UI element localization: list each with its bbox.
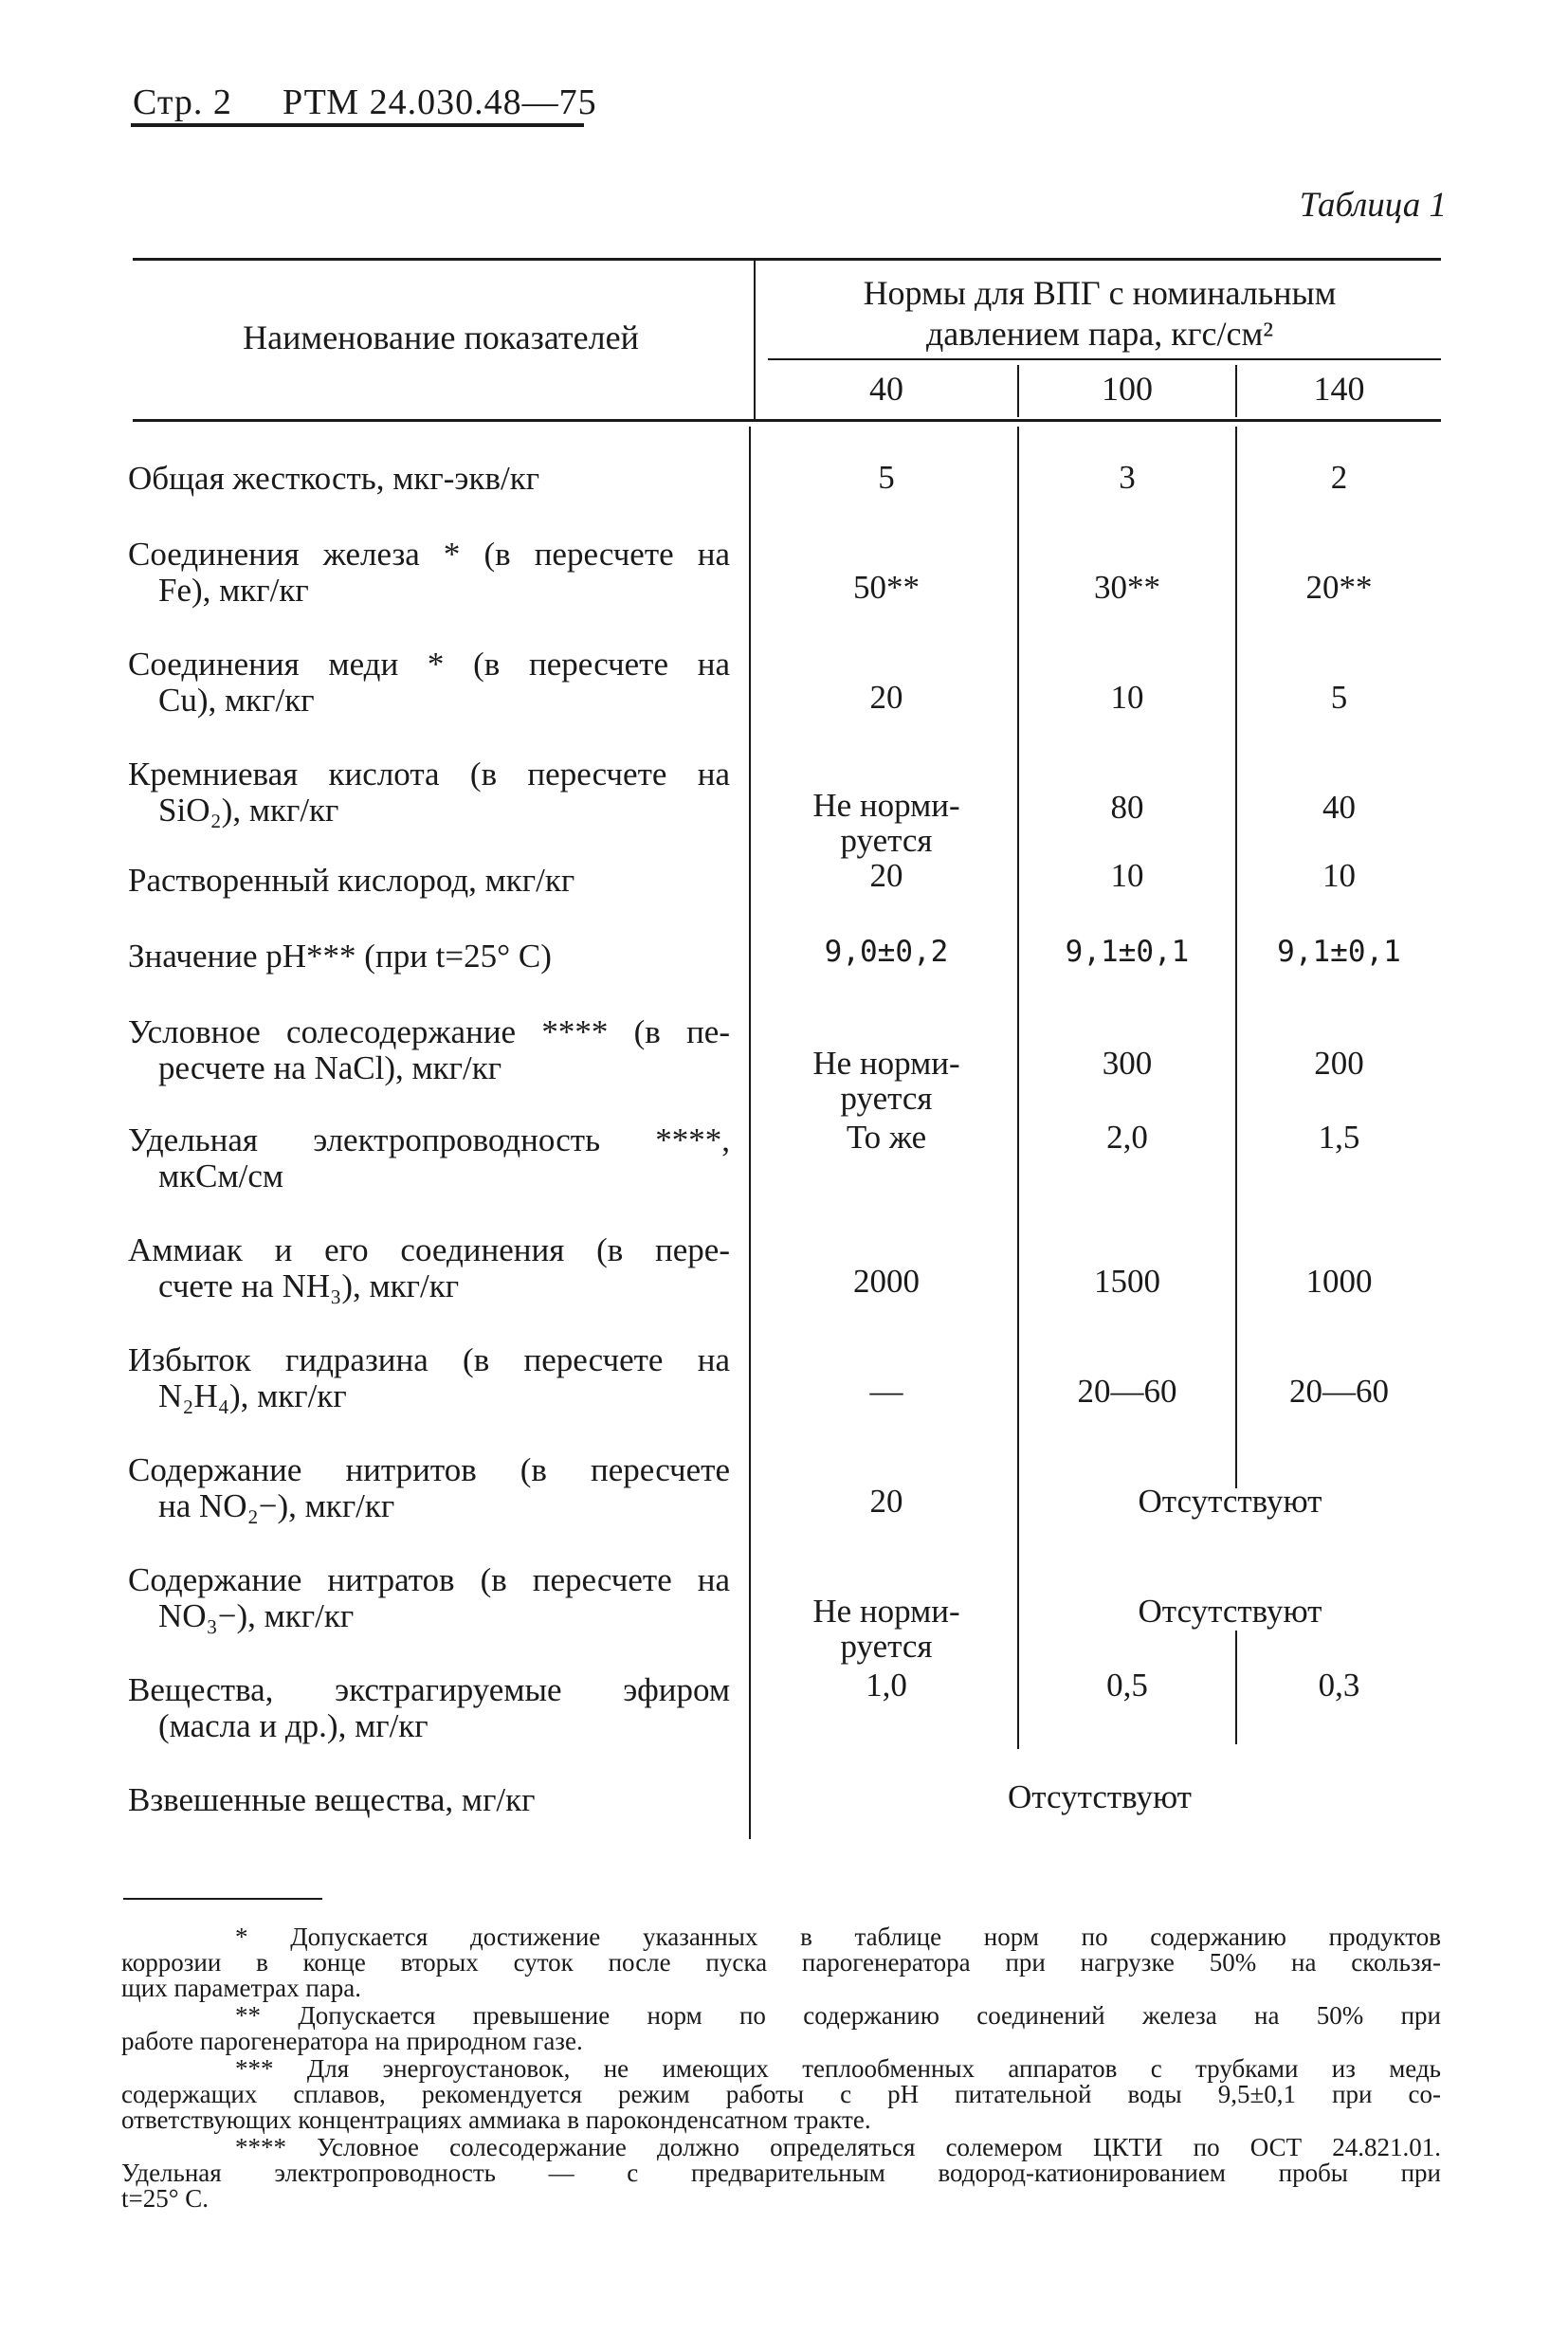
- column-header-name: Наименование показателей: [243, 319, 639, 356]
- footnote-2: [121, 2003, 1441, 2054]
- indicator-nitrates: [128, 1562, 730, 1634]
- body-divider-40-100: [1017, 427, 1019, 1749]
- header-underline: [131, 123, 584, 127]
- value-40: —: [869, 1373, 903, 1410]
- indicator-line: Избыток гидразина (в пересчете на: [128, 1341, 730, 1378]
- value-40: 5: [878, 459, 895, 496]
- value-40-line2: руется: [840, 1627, 933, 1665]
- value-100: 0,5: [1106, 1667, 1148, 1704]
- value-140: 10: [1322, 857, 1356, 894]
- footnote-4: [121, 2135, 1441, 2212]
- indicator-line: Содержание нитратов (в пересчете на: [128, 1561, 730, 1598]
- indicator-line: Fe), мкг/кг: [158, 572, 309, 610]
- norm-header-rule: [768, 358, 1441, 360]
- footnote-line: щих параметрах пара.: [121, 1974, 362, 2002]
- column-header-100: 100: [1102, 370, 1153, 408]
- indicator-line: SiO₂), мкг/кг: [158, 792, 339, 829]
- column-header-norms: [758, 273, 1441, 355]
- indicator-ether-extractables: [128, 1672, 730, 1744]
- indicator-line: мкСм/см: [158, 1157, 284, 1195]
- indicator-line: Содержание нитритов (в пересчете: [128, 1451, 730, 1488]
- value-100-140: Отсутствуют: [1138, 1593, 1322, 1630]
- column-header-40: 40: [869, 370, 903, 408]
- indicator-line: Аммиак и его соединения (в пере-: [128, 1231, 730, 1268]
- value-140: 20**: [1305, 569, 1373, 606]
- indicator-line: Вещества, экстрагируемые эфиром: [128, 1671, 730, 1708]
- value-140: 0,3: [1318, 1667, 1360, 1704]
- indicator-line: Взвешенные вещества, мг/кг: [128, 1781, 536, 1818]
- value-100: 80: [1110, 789, 1144, 826]
- indicator-line: Соединения железа * (в пересчете на: [128, 536, 730, 573]
- indicator-line: (масла и др.), мг/кг: [158, 1707, 428, 1745]
- table-header-bottom-rule: [133, 419, 1441, 422]
- value-40: 20: [869, 679, 903, 716]
- indicator-total-hardness: [128, 461, 730, 497]
- table-label: Таблица 1: [1299, 186, 1447, 225]
- indicator-silicic-acid: [128, 756, 730, 829]
- norm-header-line2: давлением пара, кгс/см²: [925, 315, 1274, 354]
- value-140: 2: [1330, 459, 1348, 496]
- value-40: То же: [846, 1119, 927, 1156]
- value-140: 9,1±0,1: [1277, 935, 1401, 969]
- indicator-line: N₂H₄), мкг/кг: [158, 1377, 347, 1415]
- indicator-dissolved-oxygen: [128, 863, 730, 899]
- value-140: 200: [1314, 1045, 1364, 1082]
- footnote-line: **** Условное солесодержание должно определяться солемером ЦКТИ по ОСТ 24.821.01.: [235, 2133, 1441, 2161]
- indicator-iron: [128, 537, 730, 609]
- value-100: 1500: [1094, 1263, 1160, 1300]
- footnote-line: * Допускается достижение указанных в таблице норм по содержанию продуктов: [235, 1923, 1441, 1951]
- value-40-line1: Не норми-: [812, 1593, 960, 1630]
- footnotes: [121, 1924, 1441, 2214]
- footnote-line: *** Для энергоустановок, не имеющих теплообменных аппаратов с трубками из медь: [235, 2054, 1441, 2083]
- indicator-ammonia: [128, 1232, 730, 1304]
- value-40: 1,0: [866, 1667, 907, 1704]
- value-40-line1: Не норми-: [812, 787, 960, 824]
- value-100: 2,0: [1106, 1119, 1148, 1156]
- footnote-line: работе парогенератора на природном газе.: [121, 2027, 583, 2055]
- value-40: [758, 1595, 1014, 1665]
- footnote-line: Удельная электропроводность — с предварительным водород-катионированием пробы при: [121, 2159, 1441, 2187]
- value-40: 20: [869, 1483, 903, 1520]
- value-40-line2: руется: [840, 821, 933, 859]
- indicator-line: Растворенный кислород, мкг/кг: [128, 862, 575, 899]
- footnote-separator: [123, 1898, 322, 1900]
- indicator-line: Cu), мкг/кг: [158, 682, 315, 720]
- value-100: 10: [1110, 679, 1144, 716]
- norm-header-line1: Нормы для ВПГ с номинальным: [863, 274, 1337, 312]
- value-40: [758, 789, 1014, 859]
- value-140: 1000: [1305, 1263, 1373, 1300]
- footnote-line: ответствующих концентрациях аммиака в пароконденсатном тракте.: [121, 2105, 871, 2134]
- indicator-line: Кремниевая кислота (в пересчете на: [128, 756, 730, 793]
- footnote-line: ** Допускается превышение норм по содержанию соединений железа на 50% при: [235, 2001, 1441, 2030]
- indicator-line: NO₃−), мкг/кг: [158, 1597, 355, 1635]
- indicator-ph: [128, 939, 730, 975]
- value-140: 40: [1322, 789, 1356, 826]
- value-100: 10: [1110, 857, 1144, 894]
- indicator-hydrazine: [128, 1342, 730, 1414]
- footnote-3: [121, 2056, 1441, 2133]
- indicator-line: Общая жесткость, мкг-экв/кг: [128, 460, 540, 497]
- document-code: РТМ 24.030.48—75: [283, 82, 597, 122]
- indicator-line: счете на NH₃), мкг/кг: [158, 1267, 460, 1305]
- body-divider-names: [749, 427, 751, 1839]
- indicator-line: Условное солесодержание **** (в пе-: [128, 1013, 730, 1050]
- value-all: Отсутствуют: [1008, 1778, 1192, 1815]
- footnote-line: коррозии в конце вторых суток после пуска парогенератора при нагрузке 50% на скользя-: [121, 1948, 1441, 1977]
- value-100: 30**: [1094, 569, 1160, 606]
- indicator-suspended-solids: [128, 1782, 730, 1818]
- value-140: 5: [1330, 679, 1348, 716]
- value-40: 2000: [853, 1263, 920, 1300]
- page-number: Стр. 2: [133, 82, 232, 122]
- value-100: 300: [1102, 1045, 1153, 1082]
- value-40: 9,0±0,2: [824, 935, 949, 969]
- value-140: 20—60: [1289, 1373, 1389, 1410]
- column-header-140: 140: [1313, 370, 1365, 408]
- indicator-line: Значение pH*** (при t=25° C): [128, 938, 552, 975]
- value-100: 3: [1119, 459, 1136, 496]
- indicator-salt-content: [128, 1014, 730, 1086]
- indicator-line: на NO₂−), мкг/кг: [158, 1487, 395, 1525]
- indicator-nitrites: [128, 1452, 730, 1524]
- value-40: 50**: [853, 569, 920, 606]
- value-40: 20: [869, 857, 903, 894]
- value-40-line2: руется: [840, 1079, 933, 1117]
- footnote-line: содержащих сплавов, рекомендуется режим работы с pH питательной воды 9,5±0,1 при со-: [121, 2080, 1441, 2108]
- indicator-line: ресчете на NaCl), мкг/кг: [158, 1049, 502, 1087]
- indicator-line: Удельная электропроводность ****,: [128, 1121, 730, 1158]
- footnote-1: [121, 1924, 1441, 2001]
- value-100-140: Отсутствуют: [1138, 1483, 1322, 1520]
- value-100: 9,1±0,1: [1065, 935, 1190, 969]
- indicator-conductivity: [128, 1122, 730, 1194]
- table-top-rule: [133, 258, 1441, 261]
- value-40: [758, 1047, 1014, 1117]
- header-divider: [754, 261, 756, 420]
- value-140: 1,5: [1318, 1119, 1360, 1156]
- footnote-line: t=25° C.: [121, 2184, 210, 2213]
- value-40-line1: Не норми-: [812, 1045, 960, 1082]
- value-100: 20—60: [1077, 1373, 1177, 1410]
- indicator-copper: [128, 647, 730, 719]
- indicator-line: Соединения меди * (в пересчете на: [128, 646, 730, 683]
